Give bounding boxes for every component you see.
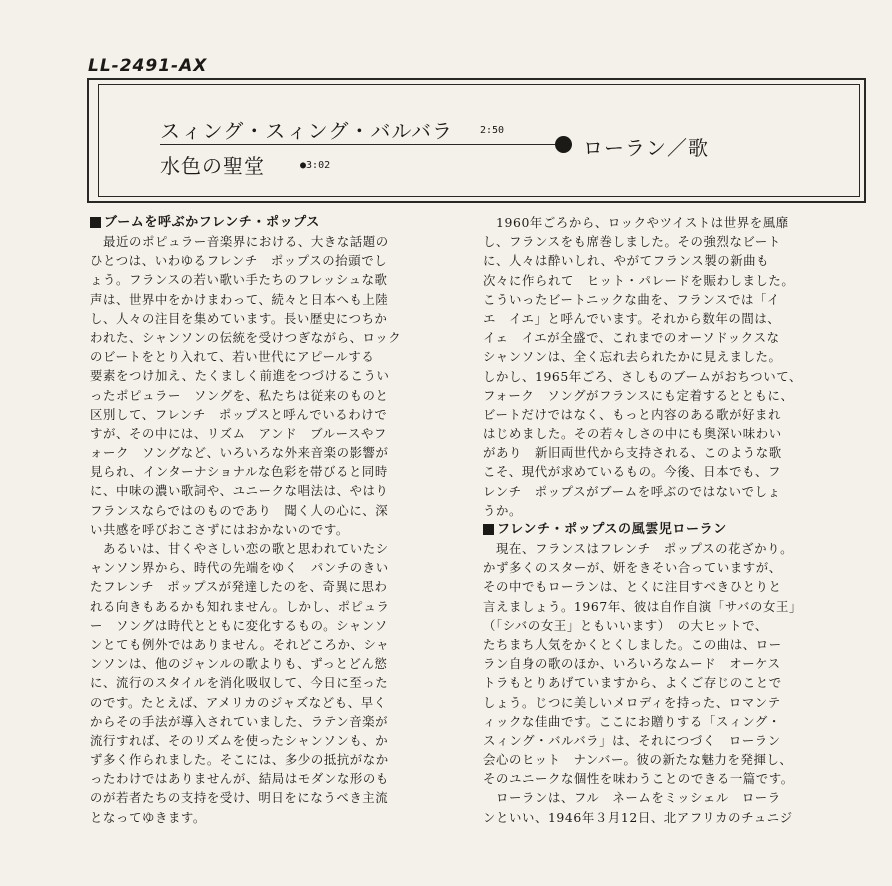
text-line: ィックな佳曲です。ここにお贈りする「スィング・ <box>483 713 781 729</box>
catalog-number: LL-2491-AX <box>88 56 208 76</box>
text-line: たちまち人気をかくとくしました。この曲は、ロー <box>483 636 782 652</box>
text-line: のです。たとえば、アメリカのジャズなども、早く <box>90 694 387 710</box>
text-line: はじめました。その若々しさの中にも奥深い味わい <box>483 426 782 442</box>
text-line: こういったビートニックな曲を、フランスでは「イ <box>483 291 780 307</box>
bullet-dot-icon <box>555 136 572 153</box>
text-line: われた、シャンソンの伝統を受けつぎながら、ロック <box>90 329 402 345</box>
track-2-title: 水色の聖堂 <box>160 154 265 178</box>
text-line: エ イエ」と呼んでいます。それから数年の間は、 <box>483 310 781 326</box>
text-line: し、フランスをも席巻しました。その強烈なビート <box>483 234 781 250</box>
artist-credit: ローラン／歌 <box>583 136 709 160</box>
text-line: ー ソングは時代とともに変化するもの。シャンソ <box>90 617 388 633</box>
text-line: レンチ ポップスがブームを呼ぶのではないでしょ <box>483 483 781 499</box>
text-line: こそ、現代が求めているもの。今後、日本でも、フ <box>483 464 782 480</box>
text-line: ローランは、フル ネームをミッシェル ローラ <box>483 790 781 806</box>
track-1-time: 2:50 <box>480 125 505 136</box>
text-line: 1960年ごろから、ロックやツイストは世界を風靡 <box>483 215 789 230</box>
text-line: い共感を呼びおこさずにはおかないのです。 <box>90 521 349 537</box>
text-line: 区別して、フレンチ ポップスと呼んでいるわけで <box>90 406 388 422</box>
track-1-title: スィング・スィング・バルバラ <box>160 119 453 143</box>
text-line: ったポピュラー ソングを、私たちは従来のものと <box>90 387 389 403</box>
text-line: のが若者たちの支持を受け、明日をになうべき主流 <box>90 790 389 806</box>
right-column <box>483 213 843 827</box>
left-column <box>90 213 450 827</box>
heading-square-icon <box>90 217 101 228</box>
text-line: れる向きもあるかも知れません。しかし、ポピュラ <box>90 598 390 614</box>
left-heading <box>90 213 450 232</box>
text-line: ャンソン界から、時代の先端をゆく パンチのきい <box>90 560 389 576</box>
text-line: イェ イエが全盛で、これまでのオーソドックスな <box>483 330 780 346</box>
text-line: 言えましょう。1967年、彼は自作自演「サバの女王」 <box>483 598 802 614</box>
text-line: ラン自身の歌のほか、いろいろなムード オーケス <box>483 656 781 672</box>
text-line: スィング・バルバラ」は、それにつづく ローラン <box>483 732 781 748</box>
text-line: 次々に作られて ヒット・パレードを賑わしました。 <box>483 272 795 288</box>
text-line: しかし、1965年ごろ、さしものブームがおちついて、 <box>483 368 802 384</box>
text-line: そのユニークな個性を味わうことのできる一篇です。 <box>483 771 794 787</box>
text-line: し、人々の注目を集めています。長い歴史につちか <box>90 310 388 326</box>
title-rule <box>160 144 555 145</box>
text-line: のビートをとり入れて、若い世代にアピールする <box>90 349 375 365</box>
left-body <box>90 232 450 827</box>
track-2-time: ●3:02 <box>300 160 331 171</box>
text-line: かず多くのスターが、妍をきそい合っていますが、 <box>483 560 782 576</box>
text-line: があり 新旧両世代から支持される、このような歌 <box>483 445 782 461</box>
text-line: からその手法が導入されていました、ラテン音楽が <box>90 713 389 729</box>
left-heading-text: ブームを呼ぶかフレンチ・ポップス <box>104 214 320 230</box>
text-line: フォーク ソングがフランスにも定着するとともに、 <box>483 387 794 403</box>
text-line: に、中味の濃い歌詞や、ユニークな唱法は、やはり <box>90 483 389 499</box>
text-line: ず多く作られました。そこには、多少の抵抗がなか <box>90 752 389 768</box>
text-line: ひとつは、いわゆるフレンチ ポップスの抬頭でし <box>90 253 388 269</box>
text-line: たフレンチ ポップスが発達したのを、奇異に思わ <box>90 579 388 595</box>
text-line: 要素をつけ加え、たくましく前進をつづけるこうい <box>90 368 390 384</box>
text-line: 見られ、インターナショナルな色彩を帯びると同時 <box>90 464 388 480</box>
text-line: しょう。じつに美しいメロディを持った、ロマンテ <box>483 694 781 710</box>
text-line: トラもとりあげていますから、よくご存じのことで <box>483 675 782 691</box>
text-line: ンソンは、他のジャンルの歌よりも、ずっとどん慾 <box>90 656 388 672</box>
right-body-bottom <box>483 539 843 827</box>
track-2-time-value: 3:02 <box>306 160 331 171</box>
text-line: フランスならではのものであり 聞く人の心に、深 <box>90 502 389 518</box>
text-line: 流行すれば、そのリズムを使ったシャンソンも、か <box>90 732 389 748</box>
text-line: ょう。フランスの若い歌い手たちのフレッシュな歌 <box>90 272 388 288</box>
right-body-top <box>483 213 843 520</box>
text-line: あるいは、甘くやさしい恋の歌と思われていたシ <box>90 541 389 556</box>
text-line: ォーク ソングなど、いろいろな外来音楽の影響が <box>90 445 389 461</box>
text-line: に、流行のスタイルを消化吸収して、今日に至った <box>90 675 389 691</box>
text-line: 声は、世界中をかけまわって、続々と日本へも上陸 <box>90 291 389 307</box>
right-heading <box>483 520 843 539</box>
text-line: 現在、フランスはフレンチ ポップスの花ざかり。 <box>483 541 794 556</box>
heading-square-icon <box>483 524 494 535</box>
text-line: となってゆきます。 <box>90 809 206 825</box>
text-line: うか。 <box>483 502 522 518</box>
text-line: に、人々は酔いしれ、やがてフランス製の新曲も <box>483 253 770 269</box>
right-heading-text: フレンチ・ポップスの風雲児ローラン <box>497 521 727 537</box>
text-line: （「シバの女王」ともいいます） の大ヒットで、 <box>483 617 768 633</box>
text-line: その中でもローランは、とくに注目すべきひとりと <box>483 579 782 595</box>
text-line: すが、その中には、リズム アンド ブルースやフ <box>90 425 387 441</box>
text-line: シャンソンは、全く忘れ去られたかに見えました。 <box>483 349 782 365</box>
text-line: 最近のポピュラー音楽界における、大きな話題の <box>90 234 389 249</box>
text-line: ンといい、1946年３月12日、北アフリカのチュニジ <box>483 809 793 825</box>
text-line: ビートだけではなく、もっと内容のある歌が好まれ <box>483 406 782 422</box>
text-line: ったわけではありませんが、結局はモダンな形のも <box>90 771 389 787</box>
text-line: 会心のヒット ナンバー。彼の新たな魅力を発揮し、 <box>483 752 793 768</box>
text-line: ンとても例外ではありません。それどころか、シャ <box>90 636 390 652</box>
